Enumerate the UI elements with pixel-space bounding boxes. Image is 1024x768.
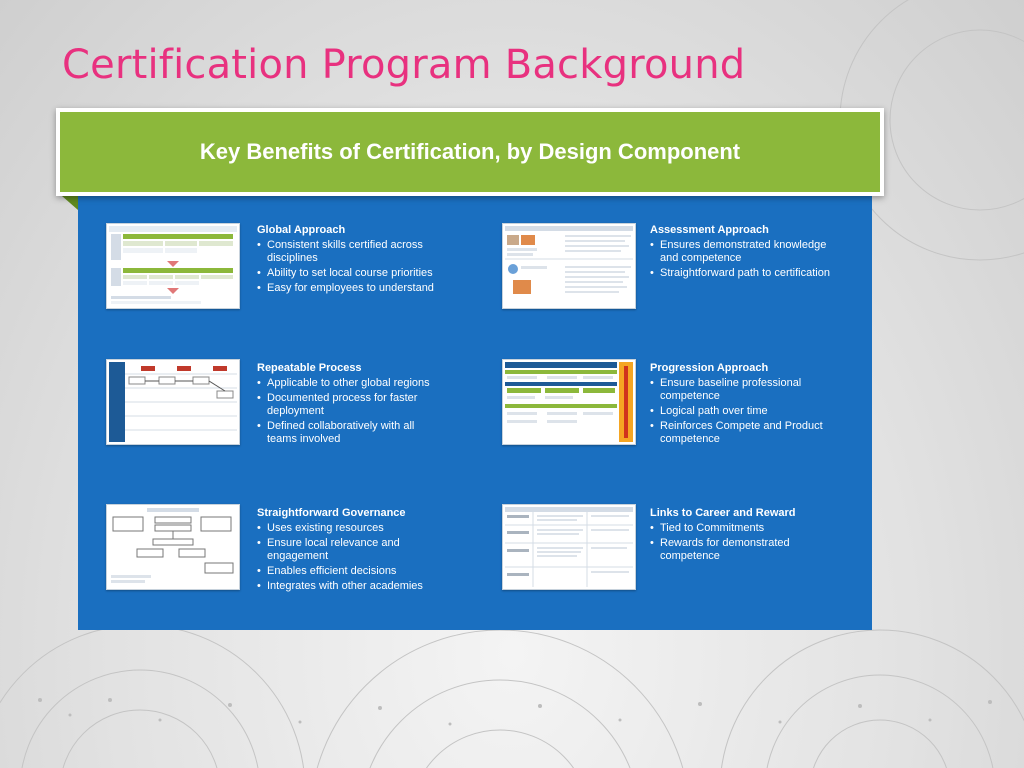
benefit-heading: Repeatable Process xyxy=(257,362,362,374)
benefit-bullet: • Integrates with other academies xyxy=(257,580,443,593)
benefit-bullet: • Ensure baseline professional competence xyxy=(650,377,836,403)
banner-title: Key Benefits of Certification, by Design Component xyxy=(199,139,741,164)
career-reward-thumbnail xyxy=(502,504,636,590)
repeatable-process-thumbnail xyxy=(106,359,240,445)
benefit-straightforward-governance xyxy=(257,507,443,595)
benefit-bullet: • Consistent skills certified across disciplines xyxy=(257,239,443,265)
benefit-bullet: • Easy for employees to understand xyxy=(257,282,443,295)
banner xyxy=(56,108,884,196)
benefit-assessment-approach xyxy=(650,224,836,282)
benefit-heading: Global Approach xyxy=(257,224,346,236)
benefit-bullet: • Enables efficient decisions xyxy=(257,565,443,578)
benefit-bullet: • Uses existing resources xyxy=(257,522,443,535)
benefit-bullet: • Reinforces Compete and Product competence xyxy=(650,420,836,446)
benefit-bullet: • Defined collaboratively with all teams involved xyxy=(257,420,443,446)
benefit-heading: Assessment Approach xyxy=(650,224,769,236)
governance-thumbnail xyxy=(106,504,240,590)
global-approach-thumbnail xyxy=(106,223,240,309)
benefit-heading: Straightforward Governance xyxy=(257,507,406,519)
benefit-repeatable-process xyxy=(257,362,443,448)
benefit-career-reward xyxy=(650,507,836,565)
benefit-global-approach xyxy=(257,224,443,297)
benefit-bullet: • Tied to Commitments xyxy=(650,522,836,535)
benefit-bullet: • Applicable to other global regions xyxy=(257,377,443,390)
benefit-bullet: • Ability to set local course priorities xyxy=(257,267,443,280)
benefit-bullet: • Ensures demonstrated knowledge and competence xyxy=(650,239,836,265)
benefit-bullet: • Ensure local relevance and engagement xyxy=(257,537,443,563)
benefit-bullet: • Documented process for faster deployment xyxy=(257,392,443,418)
benefit-progression-approach xyxy=(650,362,836,448)
banner-fold xyxy=(62,196,78,210)
assessment-approach-thumbnail xyxy=(502,223,636,309)
slide-title: Certification Program Background xyxy=(62,42,746,88)
benefit-heading: Progression Approach xyxy=(650,362,769,374)
benefit-heading: Links to Career and Reward xyxy=(650,507,796,519)
benefit-bullet: • Logical path over time xyxy=(650,405,836,418)
benefit-bullet: • Rewards for demonstrated competence xyxy=(650,537,836,563)
benefit-bullet: • Straightforward path to certification xyxy=(650,267,836,280)
progression-approach-thumbnail xyxy=(502,359,636,445)
